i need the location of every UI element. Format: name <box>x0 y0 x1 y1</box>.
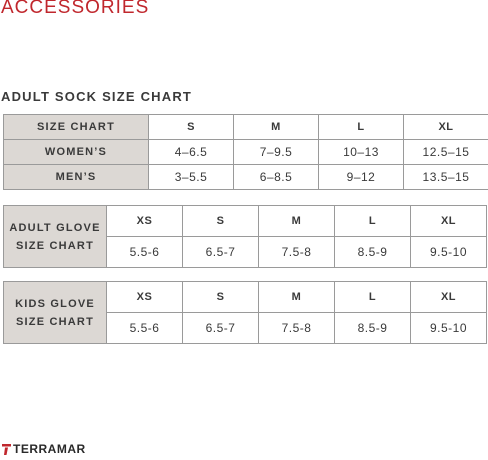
table-cell: 6–8.5 <box>234 165 319 190</box>
table-cell: 5.5-6 <box>107 313 183 344</box>
kids-glove-row-label <box>4 282 107 344</box>
table-cell: 8.5-9 <box>335 237 411 268</box>
table-cell: 7.5-8 <box>259 313 335 344</box>
table-header-cell: M <box>234 115 319 140</box>
table-header-cell: XS <box>107 206 183 237</box>
table-row <box>4 165 488 190</box>
table-header-cell: XL <box>411 282 487 313</box>
label-line: KIDS GLOVE <box>15 297 95 310</box>
table-header-cell: M <box>259 206 335 237</box>
table-header-cell: SIZE CHART <box>4 115 149 140</box>
sock-chart-title: ADULT SOCK SIZE CHART <box>1 89 193 104</box>
table-header-cell: XS <box>107 282 183 313</box>
table-cell: 9–12 <box>319 165 404 190</box>
table-header-cell: S <box>149 115 234 140</box>
table-cell: 7–9.5 <box>234 140 319 165</box>
table-cell: 6.5-7 <box>183 237 259 268</box>
terramar-logo-mark-icon <box>2 443 11 455</box>
table-header-cell: L <box>335 282 411 313</box>
label-line: SIZE CHART <box>16 315 94 328</box>
table-row <box>4 140 488 165</box>
table-header-cell: XL <box>404 115 488 140</box>
table-cell: 9.5-10 <box>411 313 487 344</box>
table-header-cell: L <box>335 206 411 237</box>
terramar-logo <box>2 441 86 457</box>
table-header-cell: M <box>259 282 335 313</box>
adult-glove-size-table <box>3 205 487 268</box>
kids-glove-size-table <box>3 281 487 344</box>
row-label-womens: WOMEN’S <box>4 140 149 165</box>
table-header-cell: S <box>183 206 259 237</box>
table-cell: 8.5-9 <box>335 313 411 344</box>
table-cell: 9.5-10 <box>411 237 487 268</box>
table-cell: 12.5–15 <box>404 140 488 165</box>
label-line: ADULT GLOVE <box>9 221 101 234</box>
label-line: SIZE CHART <box>16 239 94 252</box>
table-cell: 4–6.5 <box>149 140 234 165</box>
table-header-row <box>4 115 488 140</box>
table-header-cell: S <box>183 282 259 313</box>
page-title: ACCESSORIES <box>1 0 150 18</box>
table-header-cell: L <box>319 115 404 140</box>
row-label-mens: MEN’S <box>4 165 149 190</box>
table-header-row <box>4 282 487 313</box>
table-cell: 6.5-7 <box>183 313 259 344</box>
table-cell: 5.5-6 <box>107 237 183 268</box>
adult-glove-row-label <box>4 206 107 268</box>
table-header-cell: XL <box>411 206 487 237</box>
table-cell: 10–13 <box>319 140 404 165</box>
logo-text: TERRAMAR <box>13 442 86 456</box>
table-header-row <box>4 206 487 237</box>
table-cell: 7.5-8 <box>259 237 335 268</box>
sock-size-table <box>3 114 488 190</box>
table-cell: 13.5–15 <box>404 165 488 190</box>
table-cell: 3–5.5 <box>149 165 234 190</box>
